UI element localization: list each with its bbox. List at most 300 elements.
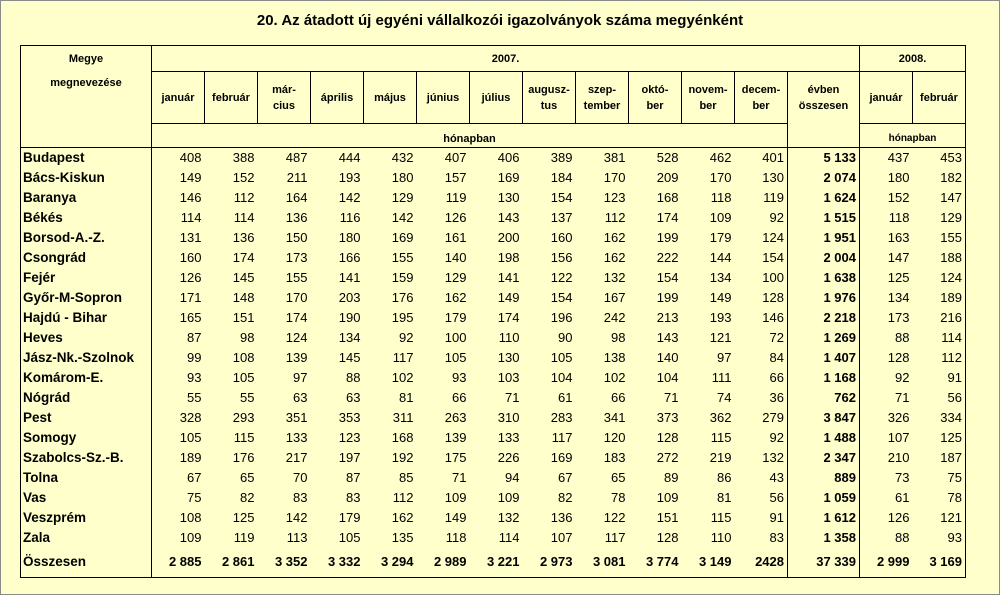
annual-total-value: 1 976 [788, 288, 860, 308]
month-value: 132 [762, 450, 784, 465]
county-name: Szabolcs-Sz.-B. [21, 448, 152, 468]
month-value: 100 [444, 330, 467, 345]
county-name: Veszprém [21, 508, 152, 528]
month-value: 381 [576, 148, 629, 169]
month-value: 180 [391, 170, 414, 185]
month-value: 105 [550, 350, 573, 365]
month-header-2007: már- cius [258, 72, 311, 124]
month-value: 2 861 [205, 548, 258, 578]
month-value: 122 [550, 270, 573, 285]
table-row [21, 468, 966, 488]
month-value-2008: 326 [887, 410, 910, 425]
month-value: 128 [762, 290, 784, 305]
month-value: 65 [240, 470, 255, 485]
month-value: 388 [205, 148, 258, 169]
month-value: 36 [769, 390, 784, 405]
month-value: 110 [710, 530, 732, 545]
month-value: 67 [152, 468, 205, 488]
month-value-2008: 88 [895, 530, 910, 545]
month-value: 151 [232, 310, 255, 325]
month-value: 341 [603, 410, 626, 425]
month-value: 67 [558, 470, 573, 485]
month-value: 82 [240, 490, 255, 505]
month-value: 107 [550, 530, 573, 545]
county-name: Budapest [21, 148, 152, 169]
month-value: 142 [391, 210, 414, 225]
month-value: 117 [392, 350, 414, 365]
month-value: 125 [232, 510, 255, 525]
table-row [21, 188, 966, 208]
month-value-2008: 114 [913, 328, 966, 348]
annual-total-value: 1 269 [788, 328, 860, 348]
month-value: 351 [285, 410, 308, 425]
county-name: Hajdú - Bihar [21, 308, 152, 328]
month-value: 103 [497, 370, 520, 385]
month-value: 92 [769, 430, 784, 445]
month-value: 94 [505, 470, 520, 485]
month-value: 86 [717, 470, 732, 485]
month-value: 102 [603, 370, 626, 385]
month-value: 373 [656, 410, 679, 425]
annual-total-value: 1 612 [788, 508, 860, 528]
month-value: 124 [762, 230, 784, 245]
month-header-2008: február [913, 72, 966, 124]
month-value: 109 [656, 490, 679, 505]
month-value-2008: 147 [887, 250, 910, 265]
month-value-2008: 128 [887, 350, 910, 365]
month-value: 310 [497, 410, 520, 425]
month-value: 170 [709, 170, 732, 185]
month-value: 189 [152, 448, 205, 468]
month-value: 528 [629, 148, 682, 169]
month-value: 432 [364, 148, 417, 169]
month-value: 362 [709, 410, 732, 425]
table-row [21, 288, 966, 308]
month-value-2008: 210 [887, 450, 910, 465]
month-value: 131 [152, 228, 205, 248]
month-value: 114 [152, 208, 205, 228]
month-value: 123 [338, 430, 361, 445]
month-value: 105 [338, 530, 361, 545]
month-value: 132 [497, 510, 520, 525]
month-value: 112 [233, 190, 255, 205]
month-value: 155 [285, 270, 308, 285]
month-value: 3 352 [258, 548, 311, 578]
month-value: 71 [505, 390, 520, 405]
county-header-line1: Megye [68, 53, 104, 65]
month-value: 173 [285, 250, 308, 265]
month-value: 137 [550, 210, 573, 225]
month-value: 462 [682, 148, 735, 169]
table-row [21, 388, 966, 408]
month-value: 129 [391, 190, 414, 205]
month-value-2008: 3 169 [913, 548, 966, 578]
month-value: 198 [497, 250, 520, 265]
month-value: 162 [444, 290, 467, 305]
month-value: 119 [233, 530, 255, 545]
month-value-2008: 61 [895, 490, 910, 505]
month-value: 84 [769, 350, 784, 365]
month-value: 90 [558, 330, 573, 345]
month-header-2007: június [417, 72, 470, 124]
table-row [21, 508, 966, 528]
table-row [21, 348, 966, 368]
month-value: 165 [152, 308, 205, 328]
month-value: 71 [664, 390, 679, 405]
annual-total-value: 1 358 [788, 528, 860, 548]
month-value: 408 [152, 148, 205, 169]
annual-total-value: 2 074 [788, 168, 860, 188]
month-value: 98 [240, 330, 255, 345]
month-value: 168 [391, 430, 414, 445]
month-value: 126 [444, 210, 467, 225]
table-row [21, 368, 966, 388]
month-value-2008: 91 [913, 368, 966, 388]
month-value: 170 [603, 170, 626, 185]
month-value: 169 [550, 450, 573, 465]
month-value: 162 [603, 250, 626, 265]
annual-total-value: 5 133 [788, 148, 860, 169]
month-value: 78 [611, 490, 626, 505]
month-value: 132 [603, 270, 626, 285]
county-header-line2: megnevezése [50, 77, 122, 89]
month-value-2008: 125 [887, 270, 910, 285]
month-value: 98 [611, 330, 626, 345]
month-value: 135 [391, 530, 414, 545]
annual-total-value: 1 168 [788, 368, 860, 388]
month-value: 283 [550, 410, 573, 425]
month-value: 66 [611, 390, 626, 405]
month-value: 142 [338, 190, 361, 205]
county-name: Jász-Nk.-Szolnok [21, 348, 152, 368]
month-value: 115 [710, 510, 732, 525]
month-value: 2 973 [523, 548, 576, 578]
month-value: 130 [497, 350, 520, 365]
month-value: 146 [152, 188, 205, 208]
month-value: 407 [417, 148, 470, 169]
table-row [21, 408, 966, 428]
table-row [21, 328, 966, 348]
month-value: 217 [285, 450, 308, 465]
month-value: 66 [769, 370, 784, 385]
month-value-2008: 124 [913, 268, 966, 288]
month-value: 167 [603, 290, 626, 305]
annual-total-value: 1 407 [788, 348, 860, 368]
month-value: 136 [550, 510, 573, 525]
month-value: 222 [656, 250, 679, 265]
month-value: 183 [603, 450, 626, 465]
annual-total-value: 1 951 [788, 228, 860, 248]
table-row [21, 168, 966, 188]
month-value: 444 [311, 148, 364, 169]
month-header-2007: novem- ber [682, 72, 735, 124]
month-value: 134 [709, 270, 732, 285]
month-value: 133 [285, 430, 308, 445]
month-value: 2428 [735, 548, 788, 578]
month-value: 353 [338, 410, 361, 425]
month-value: 136 [232, 230, 255, 245]
month-value: 168 [656, 190, 679, 205]
month-value: 105 [152, 428, 205, 448]
month-value: 154 [762, 250, 784, 265]
month-value: 89 [664, 470, 679, 485]
month-value: 128 [656, 530, 679, 545]
month-value-2008: 56 [913, 388, 966, 408]
month-value: 81 [717, 490, 732, 505]
month-value: 154 [550, 190, 573, 205]
month-header-2008: január [860, 72, 913, 124]
annual-total-value: 1 624 [788, 188, 860, 208]
month-value: 159 [391, 270, 414, 285]
month-value: 150 [285, 230, 308, 245]
month-value-2008: 155 [913, 228, 966, 248]
month-value: 87 [152, 328, 205, 348]
annual-total-value: 2 004 [788, 248, 860, 268]
table-title: 20. Az átadott új egyéni vállalkozói igazolványok száma megyénként [256, 12, 744, 29]
month-value: 112 [604, 210, 626, 225]
month-value: 3 221 [470, 548, 523, 578]
month-value: 3 332 [311, 548, 364, 578]
month-value: 91 [769, 510, 784, 525]
month-value-2008: 180 [887, 170, 910, 185]
annual-total-value: 1 488 [788, 428, 860, 448]
month-value: 160 [152, 248, 205, 268]
month-value-2008: 152 [887, 190, 910, 205]
county-name: Borsod-A.-Z. [21, 228, 152, 248]
month-value: 3 774 [629, 548, 682, 578]
unit-2008: hónapban [860, 124, 966, 148]
county-name: Nógrád [21, 388, 152, 408]
month-value: 97 [293, 370, 308, 385]
month-value: 195 [391, 310, 414, 325]
month-header-2007: február [205, 72, 258, 124]
annual-total-value: 2 218 [788, 308, 860, 328]
month-header-2007: április [311, 72, 364, 124]
month-value: 226 [497, 450, 520, 465]
month-value: 164 [285, 190, 308, 205]
table-row [21, 528, 966, 548]
month-value: 55 [240, 390, 255, 405]
month-value: 190 [338, 310, 361, 325]
month-header-2007: szep- tember [576, 72, 629, 124]
month-value-2008: 188 [913, 248, 966, 268]
month-value: 152 [232, 170, 255, 185]
month-value: 117 [551, 430, 573, 445]
month-value: 81 [399, 390, 414, 405]
month-value: 83 [769, 530, 784, 545]
month-header-2007: augusz- tus [523, 72, 576, 124]
county-name: Győr-M-Sopron [21, 288, 152, 308]
year-2008-header: 2008. [860, 46, 966, 72]
annual-total-value: 1 059 [788, 488, 860, 508]
month-value: 129 [444, 270, 467, 285]
annual-total-header: évben összesen [788, 72, 860, 124]
month-value: 145 [338, 350, 361, 365]
month-value: 179 [444, 310, 467, 325]
month-header-2007: január [152, 72, 205, 124]
month-value-2008: 121 [913, 508, 966, 528]
month-value-2008: 78 [913, 488, 966, 508]
month-value-2008: 75 [913, 468, 966, 488]
month-value: 130 [497, 190, 520, 205]
month-value: 65 [611, 470, 626, 485]
month-header-2007: októ- ber [629, 72, 682, 124]
month-value: 487 [258, 148, 311, 169]
month-value: 162 [603, 230, 626, 245]
county-header [21, 46, 152, 148]
month-value: 176 [391, 290, 414, 305]
data-table [20, 45, 966, 578]
month-value: 143 [497, 210, 520, 225]
month-value: 126 [152, 268, 205, 288]
month-value-2008: 118 [888, 210, 910, 225]
month-value: 151 [656, 510, 679, 525]
month-value: 63 [293, 390, 308, 405]
month-value: 121 [709, 330, 732, 345]
month-value: 139 [444, 430, 467, 445]
month-value-2008: 92 [895, 370, 910, 385]
month-value: 133 [497, 430, 520, 445]
month-value: 56 [769, 490, 784, 505]
table-row [21, 308, 966, 328]
month-value: 109 [497, 490, 520, 505]
annual-total-value: 762 [788, 388, 860, 408]
month-value: 174 [232, 250, 255, 265]
month-value: 192 [391, 450, 414, 465]
month-value: 109 [444, 490, 467, 505]
month-value: 109 [152, 528, 205, 548]
month-value: 179 [709, 230, 732, 245]
annual-total-value: 1 638 [788, 268, 860, 288]
month-value: 119 [763, 190, 784, 205]
month-value: 3 294 [364, 548, 417, 578]
month-value: 193 [709, 310, 732, 325]
month-value: 199 [656, 290, 679, 305]
month-value-2008: 216 [913, 308, 966, 328]
month-value: 112 [392, 490, 414, 505]
month-value-2008: 88 [895, 330, 910, 345]
month-value: 142 [285, 510, 308, 525]
month-value: 160 [550, 230, 573, 245]
month-value: 87 [346, 470, 361, 485]
month-value-2008: 173 [887, 310, 910, 325]
month-value: 328 [152, 408, 205, 428]
county-name: Baranya [21, 188, 152, 208]
county-name: Pest [21, 408, 152, 428]
table-row [21, 248, 966, 268]
month-value: 141 [497, 270, 520, 285]
month-value: 83 [346, 490, 361, 505]
month-value: 63 [346, 390, 361, 405]
table-row [21, 428, 966, 448]
month-value-2008: 73 [895, 470, 910, 485]
month-value: 279 [762, 410, 784, 425]
month-value-2008: 112 [913, 348, 966, 368]
month-value: 115 [710, 430, 732, 445]
month-value: 175 [444, 450, 467, 465]
month-value: 66 [452, 390, 467, 405]
month-value: 134 [338, 330, 361, 345]
month-value: 180 [338, 230, 361, 245]
month-value: 104 [550, 370, 573, 385]
month-value: 311 [392, 410, 414, 425]
table-row [21, 148, 966, 169]
annual-total-value: 3 847 [788, 408, 860, 428]
month-value: 242 [603, 310, 626, 325]
month-value: 146 [762, 310, 784, 325]
month-value: 116 [339, 210, 361, 225]
month-value: 93 [452, 370, 467, 385]
month-value: 155 [391, 250, 414, 265]
month-value: 2 989 [417, 548, 470, 578]
month-value-2008: 187 [913, 448, 966, 468]
annual-total-value: 1 515 [788, 208, 860, 228]
month-value-2008: 93 [913, 528, 966, 548]
month-value: 102 [391, 370, 414, 385]
month-value: 162 [391, 510, 414, 525]
month-value-2008: 453 [913, 148, 966, 169]
month-value: 108 [232, 350, 255, 365]
month-value: 92 [399, 330, 414, 345]
month-value: 179 [338, 510, 361, 525]
month-value: 169 [497, 170, 520, 185]
month-value: 148 [232, 290, 255, 305]
month-value: 139 [285, 350, 308, 365]
month-value-2008: 189 [913, 288, 966, 308]
month-value: 193 [338, 170, 361, 185]
month-value: 149 [444, 510, 467, 525]
month-value: 114 [233, 210, 255, 225]
table-row [21, 228, 966, 248]
county-name: Békés [21, 208, 152, 228]
month-value: 154 [550, 290, 573, 305]
month-value: 219 [709, 450, 732, 465]
month-value: 176 [232, 450, 255, 465]
month-value: 174 [497, 310, 520, 325]
month-value: 75 [152, 488, 205, 508]
table-row [21, 488, 966, 508]
month-value: 174 [656, 210, 679, 225]
month-value: 200 [497, 230, 520, 245]
unit-annual-blank [788, 124, 860, 148]
month-value: 154 [656, 270, 679, 285]
month-value: 161 [444, 230, 467, 245]
month-value: 115 [233, 430, 255, 445]
month-value-2008: 163 [887, 230, 910, 245]
month-value: 169 [391, 230, 414, 245]
month-value: 109 [709, 210, 732, 225]
month-value: 117 [604, 530, 626, 545]
month-value: 70 [293, 470, 308, 485]
month-value: 120 [603, 430, 626, 445]
month-value-2008: 147 [913, 188, 966, 208]
annual-total-value: 2 347 [788, 448, 860, 468]
county-name: Vas [21, 488, 152, 508]
month-value: 122 [603, 510, 626, 525]
month-value: 406 [470, 148, 523, 169]
total-row [21, 548, 966, 578]
month-value: 143 [656, 330, 679, 345]
month-value: 138 [603, 350, 626, 365]
county-name: Zala [21, 528, 152, 548]
month-value: 401 [735, 148, 788, 169]
month-value: 136 [285, 210, 308, 225]
month-value: 130 [762, 170, 784, 185]
month-value: 118 [710, 190, 732, 205]
table-row [21, 448, 966, 468]
month-value: 43 [769, 470, 784, 485]
month-value: 128 [656, 430, 679, 445]
